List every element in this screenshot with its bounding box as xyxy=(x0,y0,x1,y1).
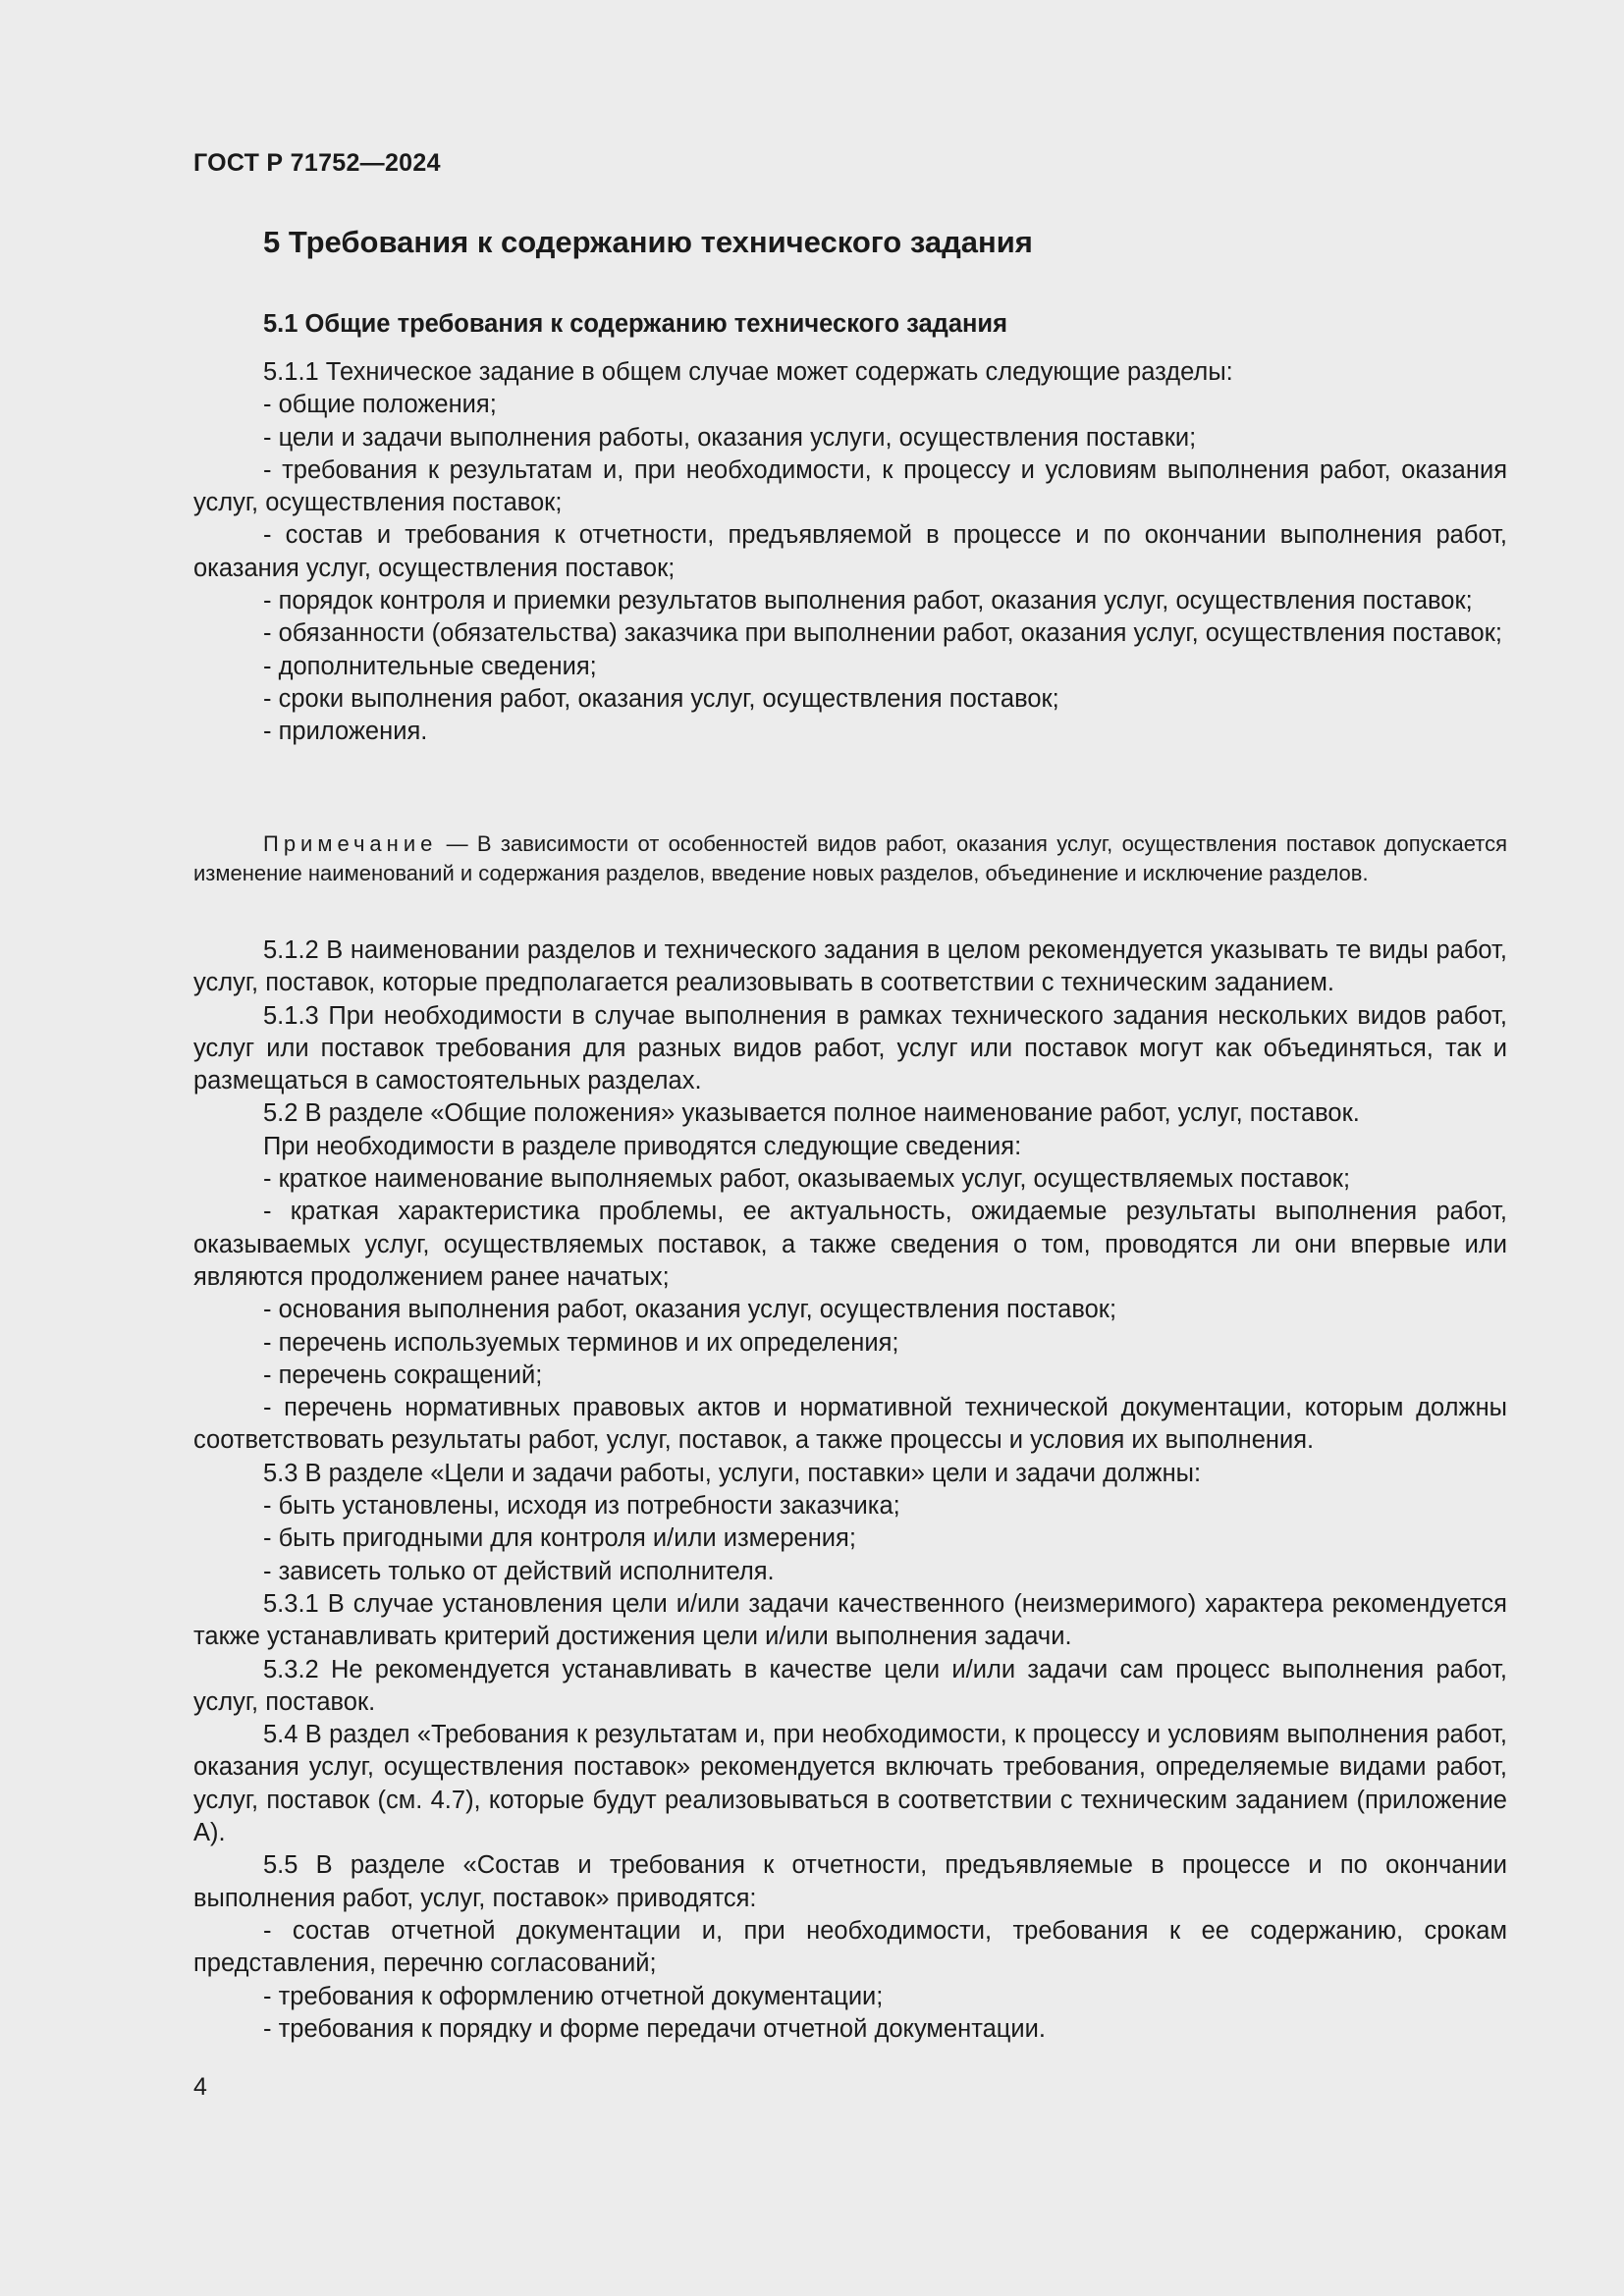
list-item: - требования к порядку и форме передачи отчетной документации. xyxy=(263,2014,1046,2043)
list-item: - краткая характеристика проблемы, ее актуальность, ожидаемые результаты выполнения работ, оказываемых услуг, осуществляемых поставок, а также сведения о том, проводятся ли они впервые или являются продолжением ранее начатых; xyxy=(193,1198,1507,1291)
note-label: Примечание xyxy=(263,831,438,856)
subsection-title: 5.1 Общие требования к содержанию технического задания xyxy=(263,310,1007,338)
list-item: - основания выполнения работ, оказания услуг, осуществления поставок; xyxy=(263,1296,1117,1324)
section-title: 5 Требования к содержанию технического задания xyxy=(263,225,1033,259)
list-item: - приложения. xyxy=(263,718,428,746)
list-item: - требования к результатам и, при необходимости, к процессу и условиям выполнения работ, оказания услуг, осуществления поставок; xyxy=(193,455,1507,517)
list-item: - состав и требования к отчетности, предъявляемой в процессе и по окончании выполнения работ, оказания услуг, осуществления поставок; xyxy=(193,521,1507,582)
body-block-1 xyxy=(193,356,1507,749)
list-item: - дополнительные сведения; xyxy=(263,652,597,680)
paragraph: 5.1.2 В наименовании разделов и технического задания в целом рекомендуется указывать те виды работ, услуг, поставок, которые предполагается реализовывать в соответствии с техническим заданием. xyxy=(193,936,1507,997)
list-item: - перечень используемых терминов и их определения; xyxy=(263,1328,899,1357)
body-block-2 xyxy=(193,934,1507,2046)
list-item: - зависеть только от действий исполнителя. xyxy=(263,1557,775,1585)
paragraph: 5.3.1 В случае установления цели и/или задачи качественного (неизмеримого) характера рекомендуется также устанавливать критерий достижения цели и/или выполнения задачи. xyxy=(193,1589,1507,1651)
note-dash: — xyxy=(437,831,477,856)
list-item: - порядок контроля и приемки результатов выполнения работ, оказания услуг, осуществления поставок; xyxy=(263,587,1473,615)
list-item: - требования к оформлению отчетной документации; xyxy=(263,1982,884,2010)
list-item: - краткое наименование выполняемых работ, оказываемых услуг, осуществляемых поставок; xyxy=(263,1165,1351,1194)
list-item: - перечень нормативных правовых актов и нормативной технической документации, которым должны соответствовать результаты работ, услуг, поставок, а также процессы и условия их выполнения. xyxy=(193,1394,1507,1455)
list-item: - сроки выполнения работ, оказания услуг, осуществления поставок; xyxy=(263,684,1059,713)
paragraph: 5.4 В раздел «Требования к результатам и, при необходимости, к процессу и условиям выполнения работ, оказания услуг, осуществления поставок» рекомендуется включать требования, определяемые видами работ, услуг, поставок (см. 4.7), которые будут реализовываться в соответствии с техническим заданием (приложение А). xyxy=(193,1721,1507,1847)
list-item: - быть пригодными для контроля и/или измерения; xyxy=(263,1524,856,1553)
paragraph: 5.5 В разделе «Состав и требования к отчетности, предъявляемые в процессе и по окончании выполнения работ, услуг, поставок» приводятся: xyxy=(193,1851,1507,1912)
list-item: - перечень сокращений; xyxy=(263,1361,543,1389)
list-item: - общие положения; xyxy=(263,391,497,419)
note-text: В зависимости от особенностей видов работ, оказания услуг, осуществления поставок допускается изменение наименований и содержания разделов, введение новых разделов, объединение и исключение разделов. xyxy=(193,831,1507,885)
paragraph: 5.1.3 При необходимости в случае выполнения в рамках технического задания нескольких видов работ, услуг или поставок требования для разных видов работ, услуг или поставок могут как объединяться, так и размещаться в самостоятельных разделах. xyxy=(193,1001,1507,1095)
list-item: - обязанности (обязательства) заказчика при выполнении работ, оказания услуг, осуществления поставок; xyxy=(263,619,1502,648)
list-item: - цели и задачи выполнения работы, оказания услуги, осуществления поставки; xyxy=(263,423,1197,452)
paragraph: 5.3.2 Не рекомендуется устанавливать в качестве цели и/или задачи сам процесс выполнения работ, услуг, поставок. xyxy=(193,1655,1507,1716)
paragraph: 5.3 В разделе «Цели и задачи работы, услуги, поставки» цели и задачи должны: xyxy=(263,1459,1202,1487)
paragraph: При необходимости в разделе приводятся следующие сведения: xyxy=(263,1132,1022,1160)
note xyxy=(193,829,1507,887)
page-number: 4 xyxy=(193,2073,207,2101)
list-item: - состав отчетной документации и, при необходимости, требования к ее содержанию, срокам представления, перечню согласований; xyxy=(193,1916,1507,1978)
list-item: - быть установлены, исходя из потребности заказчика; xyxy=(263,1492,900,1521)
document-code: ГОСТ Р 71752—2024 xyxy=(193,149,441,177)
paragraph: 5.2 В разделе «Общие положения» указывается полное наименование работ, услуг, поставок. xyxy=(263,1099,1360,1128)
paragraph: 5.1.1 Техническое задание в общем случае может содержать следующие разделы: xyxy=(263,358,1233,386)
